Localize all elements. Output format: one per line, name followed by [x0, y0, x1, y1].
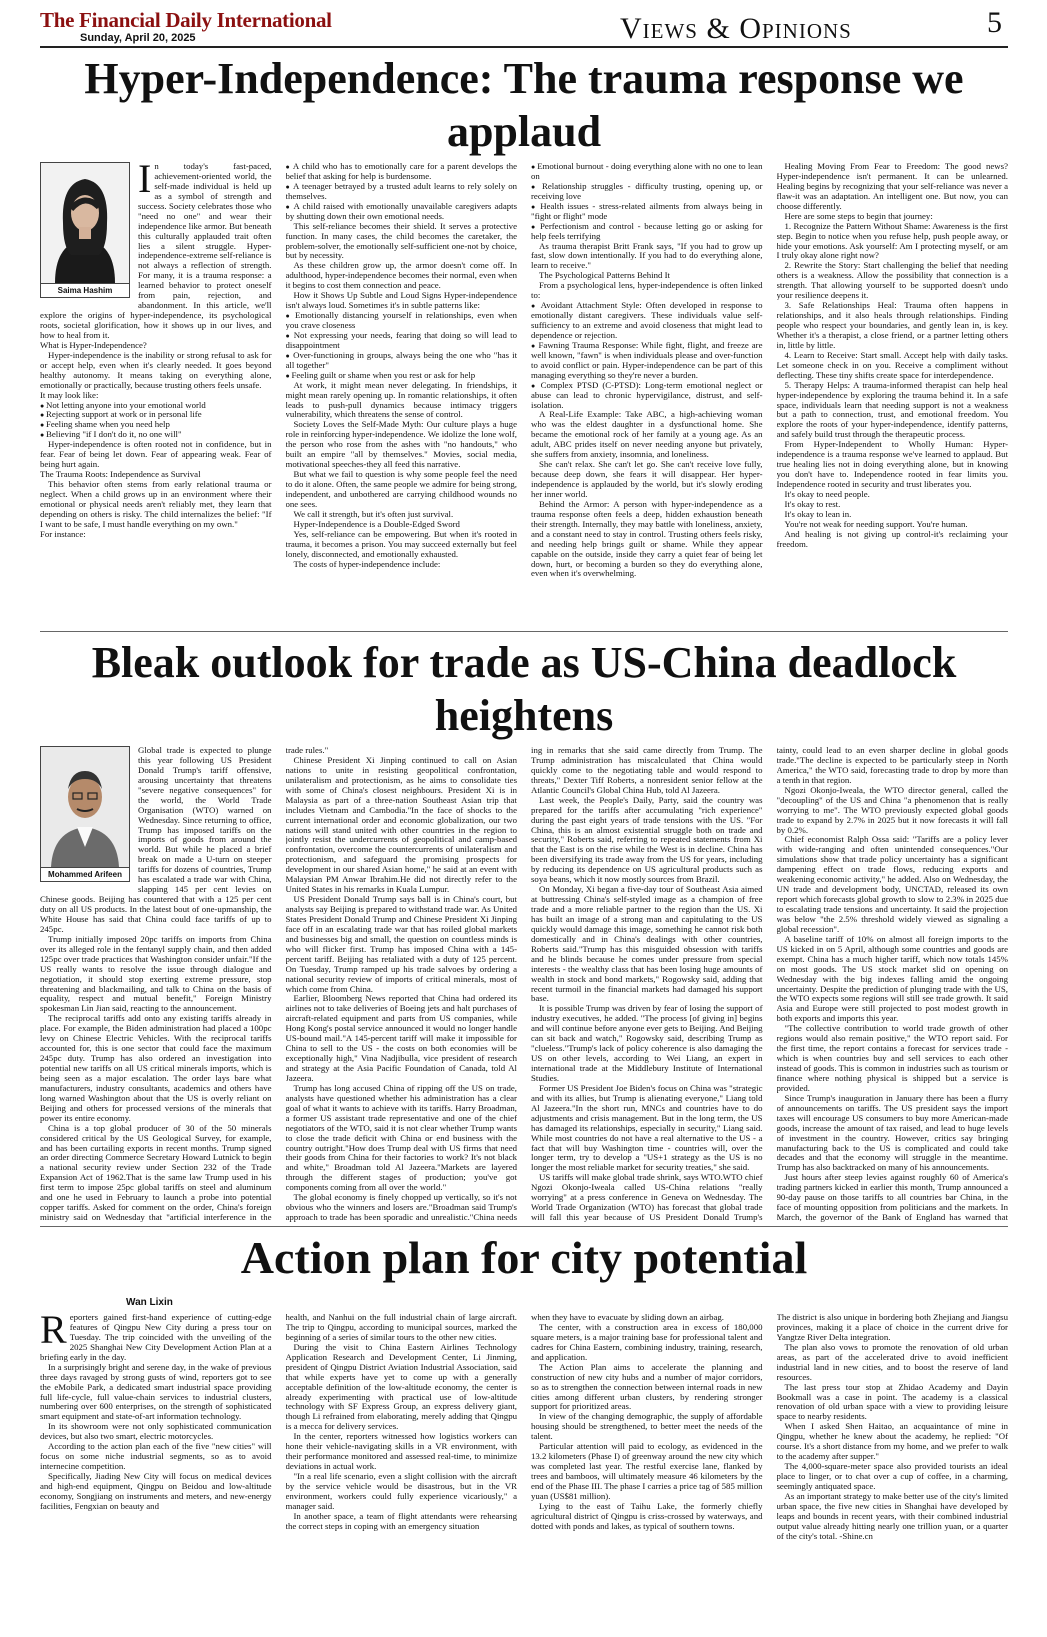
bullet-item: ● A child who has to emotionally care for a parent develops the belief that asking for help is burdensome.: [286, 162, 518, 182]
paragraph: It's okay to lean in.: [784, 508, 852, 519]
dropcap: I: [138, 162, 152, 201]
paragraph: Yes, self-reliance can be empowering. But when it's rooted in trauma, it becomes a prison. You may succeed externally but feel lonely, disconnected, and emotionally exhausted.: [285, 528, 517, 559]
paragraph: The global economy is finely chopped up vertically, so it's not obvious who the winners and losers are."Broadman said Trump's approach to trade has been sporadic and unrealistic."China needs: [285, 1192, 517, 1222]
bullet-item: ● Rejecting support at work or in personal life: [40, 410, 272, 420]
article3-headline: Action plan for city potential: [240, 1232, 808, 1283]
dropcap: R: [40, 1313, 67, 1352]
paragraph: In another space, a team of flight attendants were rehearsing the correct steps in coping with an emergency situation: [285, 1510, 517, 1531]
paragraph: As an important strategy to make better use of the city's limited urban space, the five new cities in Shanghai have developed by leaps and bounds in recent years, with their combined industrial output value already hitting nearly one trillion yuan, or a quarter of the city's total. -Shine.cn: [776, 1490, 1008, 1541]
paragraph: The 4,000-square-meter space also provided tourists an ideal place to linger, or to chat over a cup of coffee, in a charming, seemingly antiquated space.: [776, 1461, 1008, 1491]
paragraph: We call it strength, but it's often just survival.: [293, 508, 454, 519]
bullet-item: ● A child raised with emotionally unavailable caregivers adapts by shutting down their own emotional needs.: [286, 202, 518, 222]
article1-body: [40, 162, 1008, 628]
article1-col3: [531, 162, 763, 628]
paragraph: Healing Moving From Fear to Freedom: The good news? Hyper-independence isn't permanent. It can be unlearned. Healing begins by recognizing that your self-reliance was never a flaw-it was an adaptation. An intelligent one. But now, you can choose differently.: [776, 162, 1008, 211]
paragraph: trade rules.": [285, 746, 329, 755]
paragraph: The district is also unique in bordering both Zhejiang and Jiangsu provinces, making it a place of choice in the current drive for Yangtze River Delta integration.: [776, 1313, 1008, 1342]
paragraph: This self-reliance becomes their shield. It serves a protective function. In many cases, the child becomes the caretaker, the problem-solver, the emotionally self-sufficient one-not by choice, but by necessity.: [285, 220, 517, 261]
paragraph: Behind the Armor: A person with hyper-independence as a trauma response often feels a deep, hidden exhaustion beneath their strength. Internally, they may battle with loneliness, anxiety, and a constant need to stay in control. Trusting others feels risky, and needing help brings guilt or shame. While they appear capable on the outside, inside they carry a quiet fear of being let down, hurt, or becoming a burden so they do everything alone, even when it's overwhelming.: [531, 498, 763, 579]
subheading: The Trauma Roots: Independence as Survival: [40, 469, 201, 480]
paragraph: A baseline tariff of 10% on almost all foreign imports to the US kicked in on 5 April, although some countries and goods are exempt. China has a much higher tariff, which now totals 145% on most goods. The US stock market slid on opening on Wednesday with the big indexes falling amid the ongoing uncertainty. Despite the prediction of plunging trade with the US, the WTO expects some regions will still see trade growth. It said Asia and Europe were still projected to post modest growth in both exports and imports this year.: [776, 933, 1008, 1024]
bullet-item: ● Avoidant Attachment Style: Often developed in response to emotionally distant caregivers. These individuals value self-sufficiency to an extreme and avoid closeness that might lead to dependence or rejection.: [531, 301, 763, 341]
bullet-item: ● Perfectionism and control - because letting go or asking for help feels terrifying: [531, 222, 763, 242]
paragraph: The reciprocal tariffs add onto any existing tariffs already in place. For example, the Biden administration had placed a 100pc levy on Chinese Electric Vehicles. With the reciprocal tariffs accounted for, this is one sector that could face the maximum 245pc duty. Trump has also ordered an investigation into potential new tariffs on all US critical minerals imports, which is being seen as a major escalation. The order lays bare what manufacturers, industry consultants, academics and others have long warned Washington about that the US is overly reliant on Beijing and others for processed versions of the minerals that power its entire economy.: [40, 1013, 272, 1123]
paragraph: "The collective contribution to world trade growth of other regions would also remain positive," the WTO report said. For the first time, the report contains a forecast for services trade - which is when countries buy and sell services to each other instead of goods. This is common in industries such as tourism or finance where nothing physical is shipped but a service is provided.: [776, 1023, 1008, 1093]
paragraph: "In a real life scenario, even a slight collision with the aircraft by the service vehicle would be disastrous, but in the VR environment, workers could fully experience vicariously," a manager said.: [285, 1471, 517, 1511]
paper-date: Sunday, April 20, 2025: [80, 32, 196, 44]
bullet-item: ● Relationship struggles - difficulty trusting, opening up, or receiving love: [531, 182, 763, 202]
author-caption: Saima Hashim: [41, 283, 129, 297]
paragraph: Particular attention will paid to ecology, as evidenced in the 13.2 kilometers (Phase I) of greenway around the new city which was completed last year. The restful exercise lane, flanked by trees and bamboos, will ultimately measure 46 kilometers by the end of the Phase III. The phase I carries a price tag of 585 million yuan (US$81 million).: [531, 1441, 763, 1501]
paragraph: ing in remarks that she said came directly from Trump. The Trump administration has miscalculated that China would quickly come to the negotiating table and would respond to threats," Dexter Tiff Roberts, a nonresident senior fellow at the Atlantic Council's Global China Hub, told Al Jazeera.: [531, 746, 763, 795]
subheading: What is Hyper-Independence?: [40, 339, 147, 350]
paragraph: Specifically, Jiading New City will focus on medical devices and high-end equipment, Qingpu on Beidou and low-altitude economy, Songjiang on instruments and meters, and new-energy facilities, Fengxian on beauty and: [40, 1471, 272, 1511]
paragraph: Last week, the People's Daily, Party, said the country was prepared for the tariffs after accumulating "rich experience" during the past eight years of trade tensions with the US. "For China, this is an almost existential struggle both on trade and security," Roberts said, referring to repeated statements from Xi that the East is on the rise while the West is in decline. China has been diversifying its trade away from the US for years, including by reducing its dependence on US agricultural products such as soya beans, which it now mostly sources from Brazil.: [531, 794, 763, 885]
paragraph: In its showroom were not only sophisticated communication devices, but also two smart, electric motorcycles.: [40, 1421, 272, 1442]
bullet-item: ● Fawning Trauma Response: While fight, flight, and freeze are well known, "fawn" is when individuals please and over-function to avoid conflict or pain. Hyper-independence can be part of this managing everything so they're never a burden.: [531, 341, 763, 381]
paragraph: Chief economist Ralph Ossa said: "Tariffs are a policy lever with wide-ranging and often unintended consequences."Our simulations show that trade policy uncertainty has a significant dampening effect on trade flows, reducing exports and weakening economic activity," he added. Also on Wednesday, the UN trade and development body, UNCTAD, released its own report which forecasts global growth to slow to 2.3% in 2025 due to escalating trade tensions and uncertainty. It said the projection was below "the 2.5% threshold widely viewed as signaling a global recession".: [776, 834, 1008, 934]
article2-headline: Bleak outlook for trade as US-China deadlock heightens: [91, 638, 957, 740]
byline: Wan Lixin: [126, 1297, 173, 1308]
subheading: Hyper-Independence is a Double-Edged Sword: [293, 518, 460, 529]
paragraph: 2. Rewrite the Story: Start challenging the belief that needing others is a weakness. Allow the possibility that connection is a strength. That allowing yourself to be supported doesn't undo your resilience deepens it.: [776, 260, 1008, 301]
paragraph: How it Shows Up Subtle and Loud Signs Hyper-independence isn't always loud. Sometimes it's in subtle patterns like:: [285, 290, 517, 311]
article2-col2: [286, 746, 518, 1222]
article3-col3: [531, 1313, 763, 1631]
paragraph: The center, with a construction area in excess of 180,000 square meters, is a major training base for professional talent and cadres for China Eastern, combining industry, training, research, and application.: [531, 1321, 763, 1362]
paragraph: eporters gained first-hand experience of cutting-edge features of Qingpu New City during a press tour on Tuesday. The trip coincided with the unveiling of the 2025 Shanghai New City Development Action Plan at a briefing early in the day.: [40, 1313, 272, 1362]
paragraph: Global trade is expected to plunge this year following US President Donald Trump's tariff offensive, arousing uncertainty that threatens "severe negative consequences" for the world, the World Trade Organisation (WTO) warned on Wednesday. Since returning to office, Trump has imposed tariffs on the imports of goods from around the world. But while he placed a brief break on made a U-turn on steeper tariffs for dozens of countries, Trump has escalated a trade war with China, slapping 145 per cent levies on Chinese goods. Beijing has countered that with a 125 per cent duty on all US products. In the latest bout of one-upmanship, the White House has said that China could face tariffs of up to 245pc.: [40, 746, 272, 934]
article3-col1: [40, 1313, 272, 1631]
paragraph: health, and Nanhui on the full industrial chain of large aircraft. The trip to Qingpu, according to municipal sources, marked the beginning of a series of similar tours to the other new cities.: [285, 1313, 517, 1342]
paragraph: From Hyper-Independent to Wholly Human: Hyper-independence is a trauma response we've learned to applaud. But true healing lies not in doing everything alone, but in knowing you don't have to. Independence rooted in fear limits you. Independence rooted in security and trust liberates you.: [776, 439, 1008, 489]
paragraph: The last press tour stop at Zhidao Academy and Dayin Bookmall was a case in point. The academy is a classical renovation of old urban space with a view to providing leisure space to nearby residents.: [776, 1381, 1008, 1422]
paragraph: During the visit to China Eastern Airlines Technology Application Research and Development Center, Li Jinming, president of Qingpu District Aviation Industrial Association, said that while experts have yet to come up with a generally acceptable definition of the low-altitude economy, the center is already experimenting with practical use of low-altitude technology with SF Express Group, an express delivery giant, though Li refrained from elaborating, merely adding that Qingpu is a mecca for delivery services.: [285, 1341, 517, 1432]
paragraph: It's okay to rest.: [784, 498, 841, 509]
paragraph: Earlier, Bloomberg News reported that China had ordered its airlines not to take deliveries of Boeing jets and halt purchases of aircraft-related equipment and parts from US companies, while Hong Kong's postal service announced it would no longer handle US-bound mail."A 145-percent tariff will make it impossible for China to sell to the US - the costs on both economies will be exceptionally high," Vina Nadjibulla, vice president of research and strategy at the Asia Pacific Foundation of Canada, told Al Jazeera.: [285, 993, 517, 1083]
article2-col1: [40, 746, 272, 1222]
paragraph: US tariffs will make global trade shrink, says WTO.WTO chief Ngozi Okonjo-Iweala called US-China relations "really worrying" at a press conference in Geneva on Wednesday. The World Trade Organization (WTO) has forecast that global trade will fall this year because of US President Donald Trump's: [531, 1172, 763, 1222]
portrait-icon: [41, 747, 129, 867]
bullet-item: ● Not expressing your needs, fearing that doing so will lead to disappointment: [286, 331, 518, 351]
paragraph: Lying to the east of Taihu Lake, the formerly chiefly agricultural district of Qingpu is criss-crossed by waterways, and dotted with ponds and lakes, as typical of southern towns.: [531, 1500, 763, 1531]
bullet-item: ● Emotional burnout - doing everything alone with no one to lean on: [531, 162, 763, 182]
bullet-item: ● Believing "if I don't do it, no one will": [40, 430, 272, 440]
paragraph: tainty, could lead to an even sharper decline in global goods trade."The decline is expected to be particularly steep in North America," the WTO said, forecasting trade to drop by more than a tenth in that region.: [776, 746, 1008, 785]
paragraph: In a surprisingly bright and serene day, in the wake of previous three days ravaged by strong gusts of wind, reporters got to see the eMobile Park, a dedicated smart industrial space providing full life-cycle, full value-chain services to industrial clusters, numbering over 600 enterprises, on the strength of sophisticated smart equipment and state-of-art information technology.: [40, 1361, 272, 1422]
bullet-item: ● Over-functioning in groups, always being the one who "has it all together": [286, 351, 518, 371]
paragraph: Hyper-independence is the inability or strong refusal to ask for or accept help, even when it's clearly needed. It goes beyond healthy autonomy. It means taking on everything alone, emotionally or practically, because trusting others feels unsafe.: [40, 349, 272, 390]
paragraph: Here are some steps to begin that journey:: [784, 210, 933, 221]
paragraph: And healing is not giving up control-it's reclaiming your freedom.: [776, 528, 1008, 549]
paragraph: You're not weak for needing support. You're human.: [784, 518, 968, 529]
section-title: Views & Opinions: [620, 12, 852, 45]
paragraph: On Monday, Xi began a five-day tour of Southeast Asia aimed at buttressing China's self-styled image as a champion of free trade and a more reliable partner to the region than the US. Xi has built an image of a strong man and capitulating to the US quickly would damage this image, something he cannot risk both domestically and in China's dealings with other countries, Roberts said."Trump has this misguided obsession with tariffs and he blinds because he comes under pressure from special interests - the wealthy class that has been losing huge amounts of wealth in stock and bond markets," Rogowsky said, adding that recent turmoil in the financial markets had damaged his support base.: [531, 884, 763, 1004]
article2-body: [40, 746, 1008, 1222]
paragraph: 1. Recognize the Pattern Without Shame: Awareness is the first step. Begin to notice when you refuse help, push people away, or hide your emotions. Ask yourself: Am I protecting myself, or am I truly okay alone right now?: [776, 220, 1008, 261]
bullet-item: ● Health issues - stress-related ailments from always being in "fight or flight" mode: [531, 202, 763, 222]
paragraph: Since Trump's inauguration in January there has been a flurry of announcements on tariffs. The US president says the import taxes will encourage US consumers to buy more American-made goods, increase the amount of tax raised, and lead to huge levels of investment in the country. However, critics say bringing manufacturing back to the US is complicated and could take decades and that the economy will struggle in the meantime. Trump has also backtracked on many of his announcements.: [776, 1092, 1008, 1173]
paragraph: The costs of hyper-independence include:: [293, 558, 441, 569]
bullet-item: ● Emotionally distancing yourself in relationships, even when you crave closeness: [286, 311, 518, 331]
article3-body: [40, 1313, 1008, 1631]
author-photo-mohammed: [40, 746, 130, 882]
paragraph: In view of the changing demographic, the supply of affordable housing should be strengthened, to better meet the needs of the talent.: [531, 1411, 763, 1442]
paragraph: The Action Plan aims to accelerate the planning and construction of new city hubs and a number of major corridors, so as to strengthen the connection between internal roads in new cities among different urban clusters, by rendering stronger support for prioritized areas.: [531, 1361, 763, 1412]
bullet-item: ● Feeling shame when you need help: [40, 420, 272, 430]
paragraph: From a psychological lens, hyper-independence is often linked to:: [531, 280, 763, 301]
paragraph: According to the action plan each of the five "new cities" will focus on some niche industrial segments, so as to avoid internecine competition.: [40, 1441, 272, 1472]
article1-col4: [777, 162, 1009, 628]
paragraph: It's okay to need people.: [784, 488, 870, 499]
paragraph: She can't relax. She can't let go. She can't receive love fully, because deep down, she fears it will disappear. Her hyper-independence is applauded by the world, but it's slowly eroding her inner world.: [531, 459, 763, 499]
section-divider: [40, 631, 1008, 632]
paragraph: Trump initially imposed 20pc tariffs on imports from China over its alleged role in the fentanyl supply chain, and then added 125pc over trade practices that Washington consider unfair."If the US really wants to resolve the issue through dialogue and negotiation, it should stop exerting extreme pressure, stop threatening and blackmailing, and talk to China on the basis of equality, respect and mutual benefit," Foreign Ministry spokesman Lin Jian said, reacting to the announcement.: [40, 933, 272, 1014]
paragraph: Hyper-independence is often rooted not in confidence, but in fear. Fear of being let down. Fear of appearing weak. Fear of being hurt again.: [40, 439, 272, 470]
paragraph: In the center, reporters witnessed how logistics workers can hone their vehicle-navigating skills in a VR environment, with their performance monitored and assessed real-time, to minimize deviations in actual work.: [285, 1431, 517, 1472]
paragraph: It may look like:: [40, 389, 99, 400]
paragraph: 4. Learn to Receive: Start small. Accept help with daily tasks. Let someone check in on you. Receive a compliment without deflecting. These tiny shifts create space for interdependence.: [776, 349, 1008, 380]
portrait-icon: [41, 163, 129, 283]
paragraph: For instance:: [40, 528, 86, 539]
subheading: The Psychological Patterns Behind It: [539, 270, 670, 281]
bullet-item: ● Not letting anyone into your emotional world: [40, 401, 272, 411]
paragraph: 5. Therapy Helps: A trauma-informed therapist can help heal hyper-independence by exploring the trauma behind it. In a safe space, individuals learn that needing support is not a weakness but a path to connection, trust, and emotional freedom. You explore the roots of your hyper-independence, identify patterns, and safely build trust through the therapeutic process.: [776, 379, 1008, 440]
paragraph: Former US President Joe Biden's focus on China was "strategic and with its allies, but Trump is alienating everyone," Liang told Al Jazeera."In the short run, MNCs and countries have to do adjustments and crisis management. But in the long term, the US has damaged its relationships, especially in security," Liang said. While most countries do not have a real alternative to the US - a fact that will buy Washington time - countries will, over the longer term, try to develop a "US+1 strategy as the US is no longer the most reliable market for security treaties," she said.: [531, 1082, 763, 1173]
paragraph: Trump has long accused China of ripping off the US on trade, analysts have questioned whether his administration has a clear goal of what it wants to achieve with its tariffs. Harry Broadman, a former US assistant trade representative and one of the chief negotiators of the WTO, said it is not clear whether Trump wants to close the trade deficit with China or end business with the country outright."How does Trump deal with US firms that need their goods from China for their factories to work? It's not black and white," Broadman told Al Jazeera."Markets are layered through the different stages of production; you've got components coming from all over the world.": [285, 1082, 517, 1193]
paragraph: Society Loves the Self-Made Myth: Our culture plays a huge role in reinforcing hyper-independence. We idolize the lone wolf, the person who rose from the ashes with "no handouts," who built an empire "all by themselves." Movies, social media, motivational speeches-they all feed this narrative.: [285, 419, 517, 470]
bullet-item: ● A teenager betrayed by a trusted adult learns to rely solely on themselves.: [286, 182, 518, 202]
paragraph: As these children grow up, the armor doesn't come off. In adulthood, hyper-independence becomes their normal, even when it begins to cost them connection and peace.: [285, 260, 517, 291]
author-caption: Mohammed Arifeen: [41, 867, 129, 881]
paper-name: The Financial Daily International: [40, 8, 332, 32]
paragraph: This behavior often stems from early relational trauma or neglect. When a child grows up in an environment where their emotional or physical needs aren't reliably met, they learn that depending on others is risky. The child internalizes the belief: "If I want to be safe, I must handle everything on my own.": [40, 479, 272, 529]
paragraph: At work, it might mean never delegating. In friendships, it might mean rarely opening up. In romantic relationships, it often leads to push-pull dynamics because intimacy triggers vulnerability, which threatens the sense of control.: [285, 379, 517, 420]
paragraph: A Real-Life Example: Take ABC, a high-achieving woman who was the eldest daughter in a dysfunctional home. She became the emotional rock of her family at a young age. As an adult, ABC prides itself on never needing anyone but privately, she suffers from anxiety, insomnia, and loneliness.: [531, 409, 763, 460]
article3-col2: [286, 1313, 518, 1631]
paragraph: Just hours after steep levies against roughly 60 of America's trading partners kicked in earlier this month, Trump announced a 90-day pause on those tariffs to all countries bar China, in the face of mounting opposition from politicians and the markets. In March, the governor of the Bank of England has warned that: [776, 1172, 1008, 1222]
article3-col4: [777, 1313, 1009, 1631]
page-number: 5: [987, 6, 1002, 39]
paragraph: The plan also vows to promote the renovation of old urban areas, as part of the accelerated drive to avoid inefficient industrial land in new cities, and to boost the reserve of land resources.: [776, 1341, 1008, 1382]
paragraph: When I asked Shen Haitao, an acquaintance of mine in Qingpu, whether he knew about the academy, he replied: "Of course. It's a short distance from my home, and we prefer to walk to the academy after supper.": [776, 1421, 1008, 1462]
bullet-item: ● Complex PTSD (C-PTSD): Long-term emotional neglect or abuse can lead to chronic hypervigilance, distrust, and self-isolation.: [531, 381, 763, 411]
paragraph: It is possible Trump was driven by fear of losing the support of industry executives, he added. "The process [of giving in] begins and will continue before anyone ever gets to Beijing. And Beijing can sit back and watch," Rogowsky said, describing Trump as "clueless."Trump's lack of policy coherence is also damaging the US on other levels, according to Wei Liang, an expert in international trade at the Middlebury Institute of International Studies.: [531, 1003, 763, 1083]
author-photo-saima: [40, 162, 130, 298]
paragraph: China is a top global producer of 30 of the 50 minerals considered critical by the US Geological Survey, for example, and has been curtailing exports in recent months. Trump signed an order directing Commerce Secretary Howard Lutnick to begin a national security review under Section 232 of the Trade Expansion Act of 1962.That is the same law Trump used in his first term to impose 25pc global tariffs on steel and aluminum and one he used in February to launch a probe into potential copper tariffs. Asked for comment on the order, China's foreign ministry said on Wednesday that "artificial interference in the: [40, 1122, 272, 1222]
masthead: [40, 6, 1008, 48]
paragraph: 3. Safe Relationships Heal: Trauma often happens in relationships, and it also heals through relationships. Finding people who respect your boundaries, and gently lean in, is key. Whether it's a therapist, a close friend, or a partner letting others in, little by little.: [776, 300, 1008, 350]
paragraph: US President Donald Trump says ball is in China's court, but analysts say Beijing is prepared to withstand trade war. As United States President Donald Trump and Chinese President Xi Jinping face off in an escalating trade war that has roiled global markets and businesses big and small, the question on countless minds is who will flicker first. Trump has imposed China with a 145-percent tariff. Beijing has retaliated with a duty of 125 percent. On Tuesday, Trump ramped up his trade salvoes by ordering a national security review of imports of critical minerals, most of which come from China.: [285, 894, 517, 994]
paragraph: But what we fail to question is why some people feel the need to do it alone. Often, the same people we admire for being strong, independent, and unbothered are carrying childhood wounds no one sees.: [285, 469, 517, 509]
article1-headline: Hyper-Independence: The trauma response we applaud: [84, 54, 964, 156]
paragraph: As trauma therapist Britt Frank says, "If you had to grow up fast, slow down intentionally. If you had to do everything alone, learn to receive.": [531, 240, 763, 271]
article2-col4: [777, 746, 1009, 1222]
paragraph: Chinese President Xi Jinping continued to call on Asian nations to unite in resisting geopolitical confrontation, unilateralism and protectionism, as he aims to consolidate ties with some of China's closest neighbours. President Xi is in Malaysia as part of a three-nation Southeast Asian trip that includes Vietnam and Cambodia."In the face of shocks to the current international order and economic globalization, our two nations will stand united with other countries in the region to jointly resist the undercurrents of geopolitical and camp-based confrontation, overcome the countercurrents of unilateralism and protectionism, and safeguard the promising prospects for development in our shared Asian home," he said at an event with Malaysian PM Anwar Ibrahim.He did not directly refer to the United States in his remarks in Kuala Lumpur.: [285, 754, 517, 895]
section-divider: [40, 1226, 1008, 1227]
bullet-item: ● Feeling guilt or shame when you rest or ask for help: [286, 371, 518, 381]
paragraph: Ngozi Okonjo-Iweala, the WTO director general, called the "decoupling" of the US and China "a phenomenon that is really worrying to me". The WTO previously expected global goods trade to expand by 2.7% in 2025 but it now forecasts it will fall by 0.2%.: [776, 784, 1008, 835]
article1-col2: [286, 162, 518, 628]
paragraph: n today's fast-paced, achievement-oriented world, the self-made individual is held up as a symbol of strength and success. Society celebrates those who "need no one" and wear their independence like armor. But beneath this culturally applauded trait often lies a silent struggle. Hyper-independence-extreme self-reliance is not always a reflection of strength. For many, it is a trauma response: a learned behavior to protect oneself from pain, rejection, and abandonment. In this article, we'll explore the origins of hyper-independence, its psychological roots, societal glorification, how it shows up in our lives, and how to heal from it.: [40, 162, 272, 340]
article2-col3: [531, 746, 763, 1222]
article1-col1: [40, 162, 272, 628]
paragraph: when they have to evacuate by sliding down an airbag.: [531, 1313, 724, 1322]
